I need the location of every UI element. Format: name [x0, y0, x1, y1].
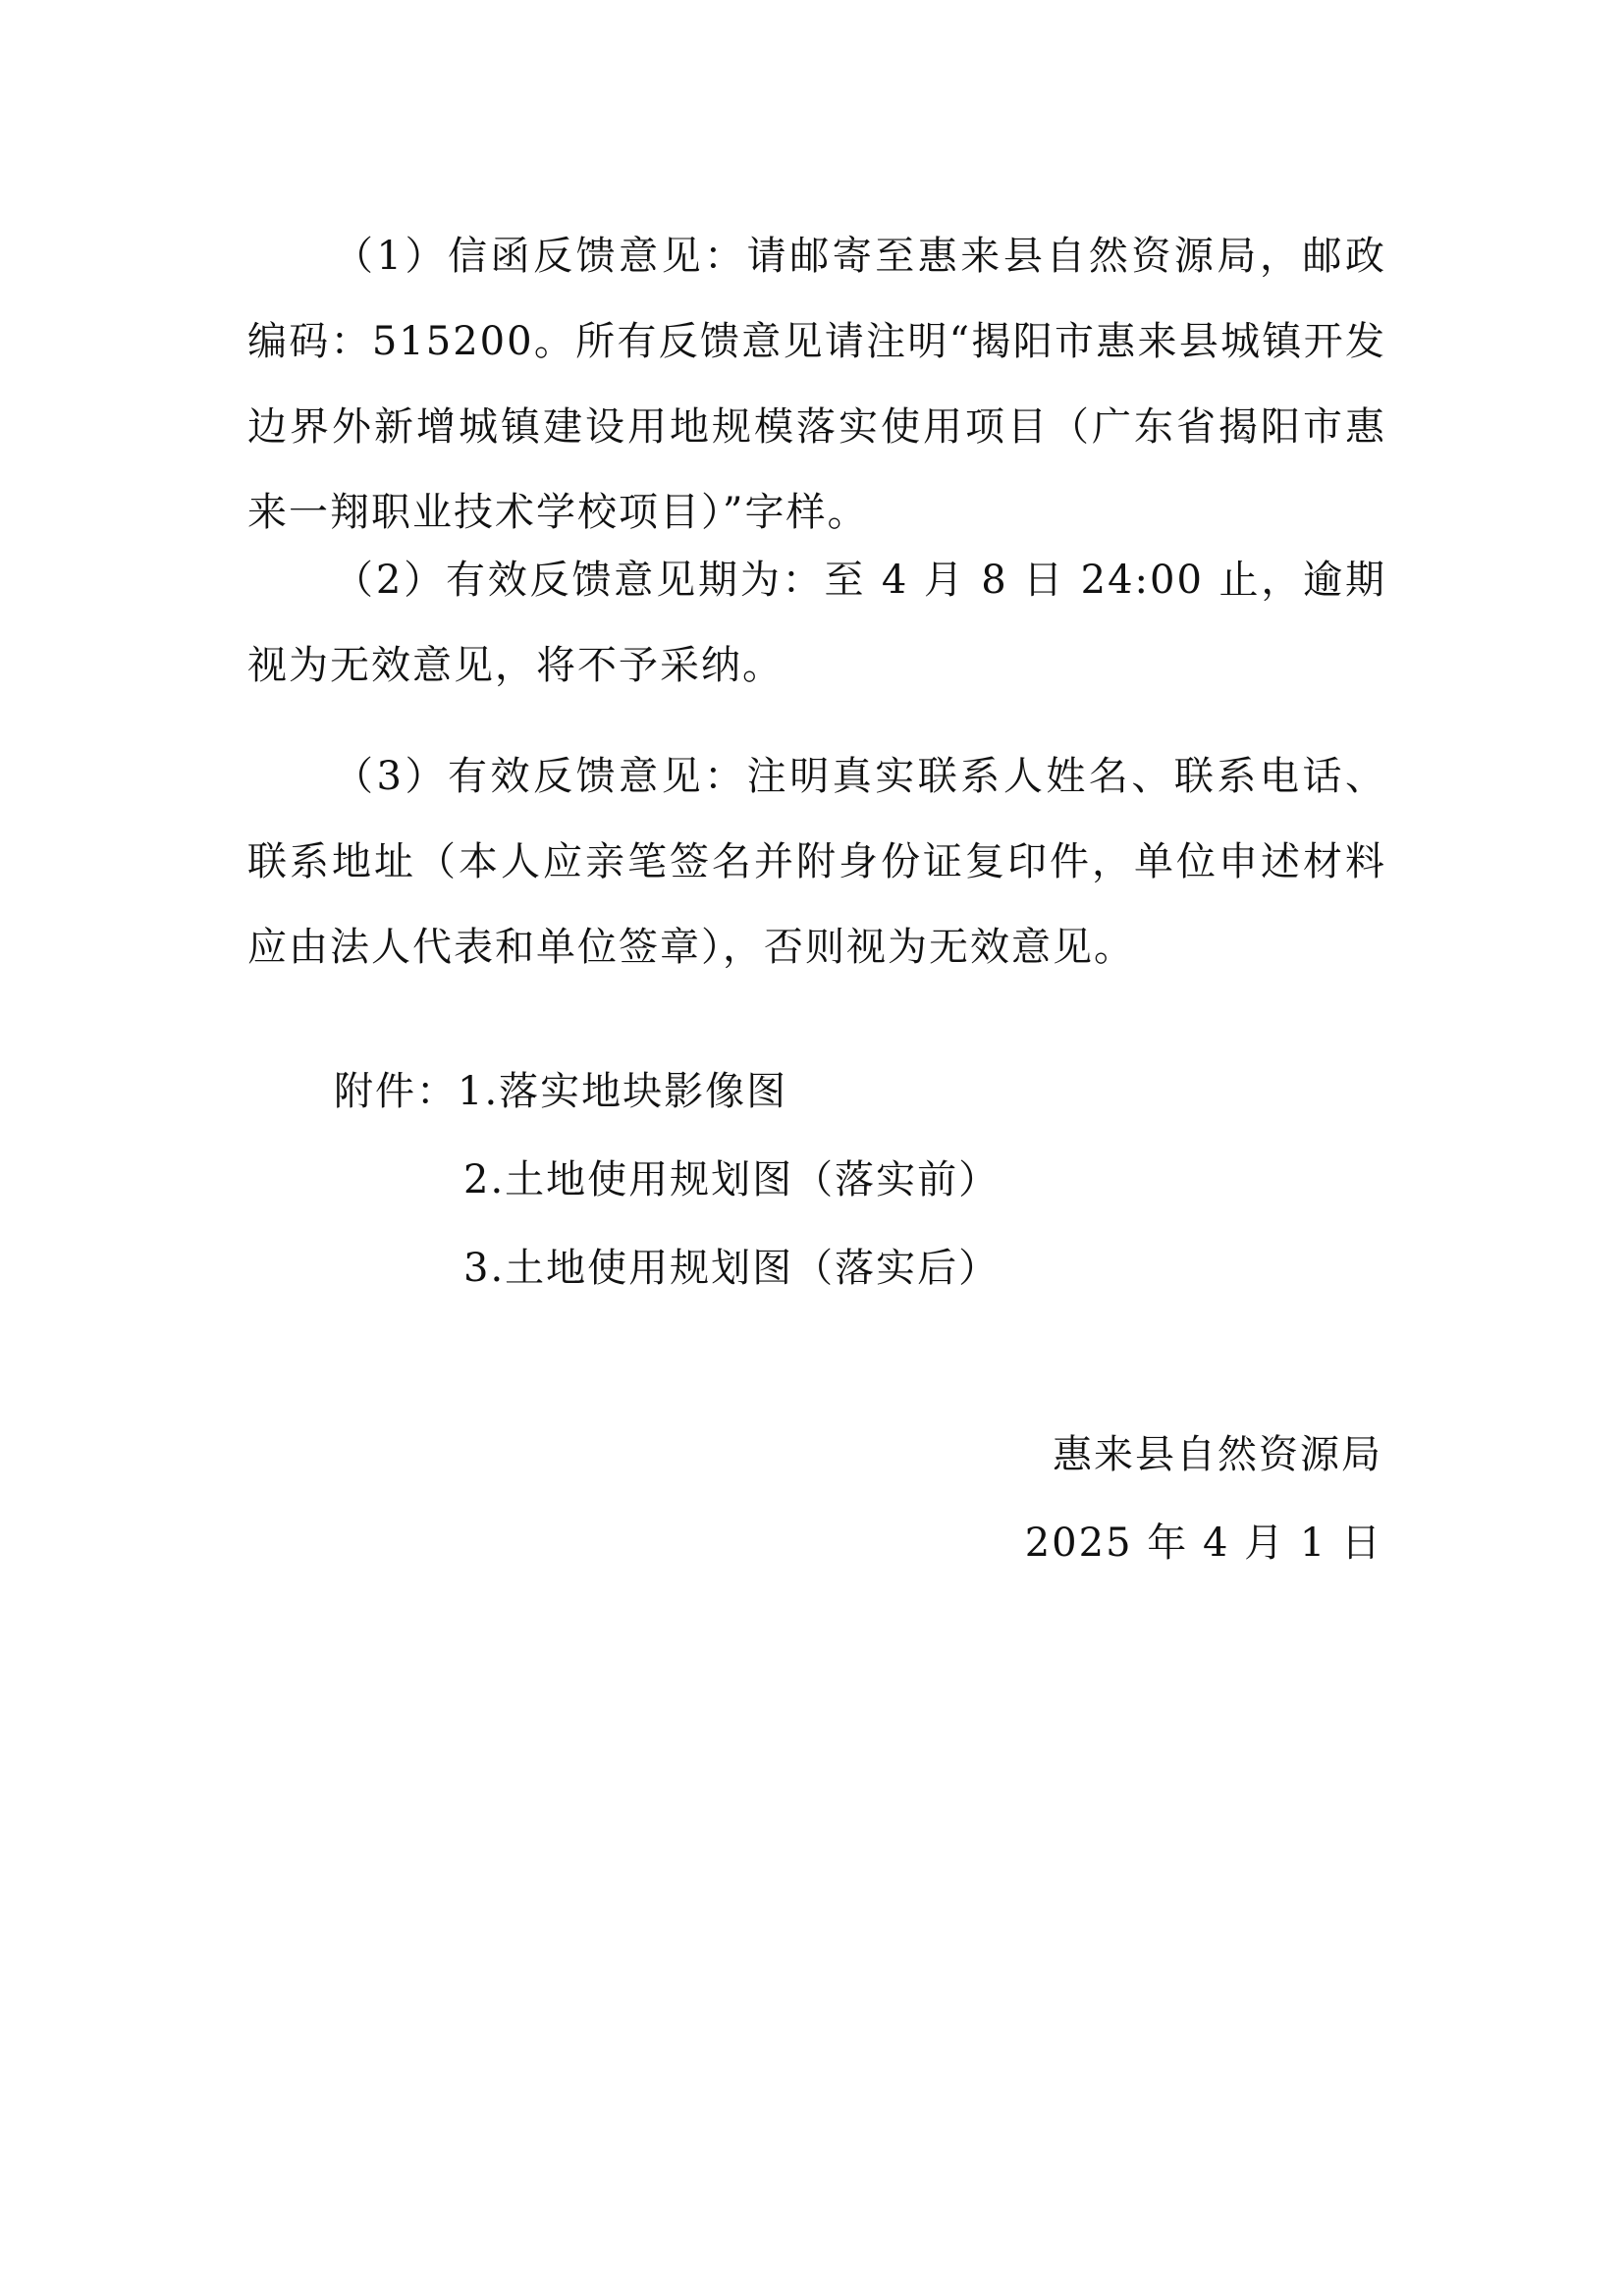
- attachment-item-1: [334, 1062, 787, 1121]
- attachment-item-text: 3.土地使用规划图（落实后）: [463, 1246, 1001, 1291]
- attachment-label: 附件：: [334, 1069, 458, 1114]
- paragraph-feedback-deadline: （2）有效反馈意见期为：至 4 月 8 日 24:00 止，逾期视为无效意见，将不予采纳。: [247, 558, 1386, 688]
- attachment-item-text: 2.土地使用规划图（落实前）: [463, 1157, 1001, 1202]
- attachment-item-text: 1.落实地块影像图: [458, 1069, 788, 1114]
- paragraph-letter-feedback: （1）信函反馈意见：请邮寄至惠来县自然资源局，邮政编码：515200。所有反馈意见请注明“揭阳市惠来县城镇开发边界外新增城镇建设用地规模落实使用项目（广东省揭阳市惠来一翔职业技术学校项目）”字样。: [247, 234, 1386, 535]
- attachment-item-2: [463, 1150, 1000, 1209]
- attachment-item-3: [463, 1239, 1000, 1298]
- signing-date: 2025 年 4 月 1 日: [1024, 1521, 1382, 1566]
- paragraph-valid-feedback: （3）有效反馈意见：注明真实联系人姓名、联系电话、联系地址（本人应亲笔签名并附身份证复印件，单位申述材料应由法人代表和单位签章），否则视为无效意见。: [247, 754, 1386, 970]
- signing-organization: 惠来县自然资源局: [1053, 1432, 1382, 1477]
